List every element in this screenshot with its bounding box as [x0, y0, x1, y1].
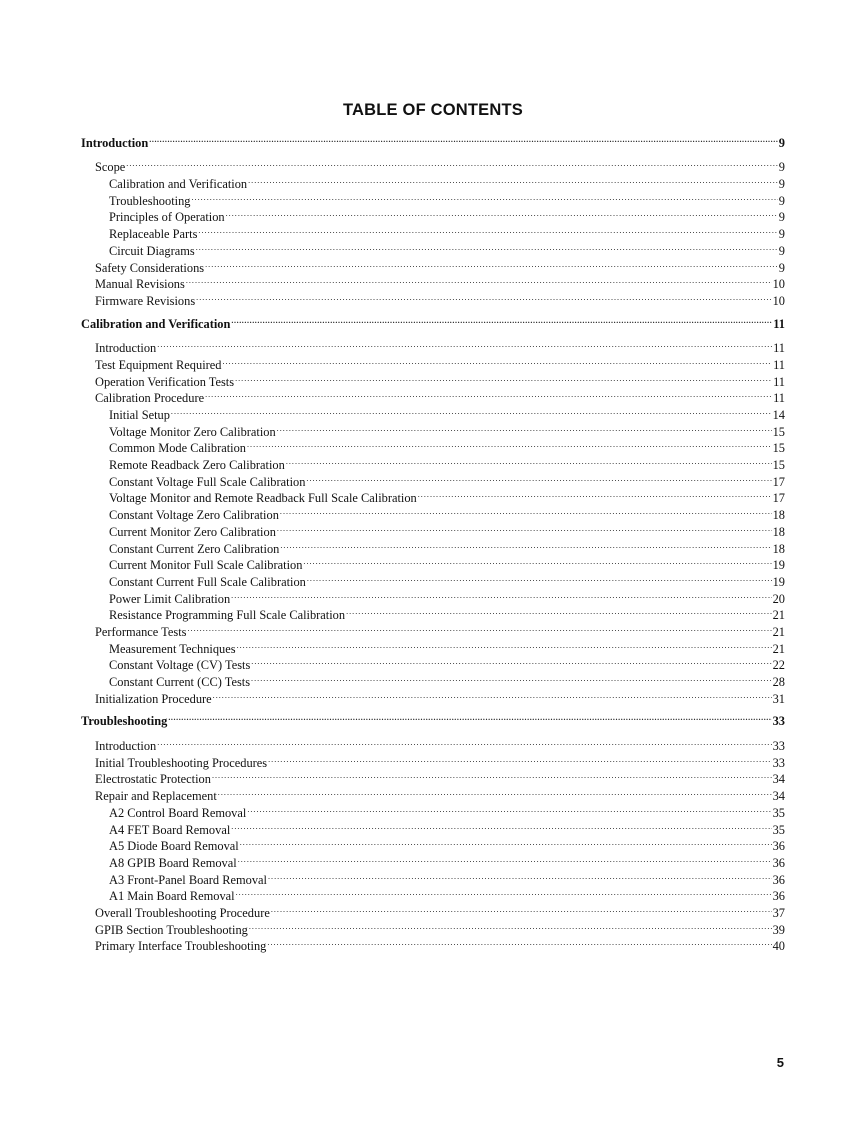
toc-entry-page: 22 [772, 658, 785, 673]
toc-entry-page: 11 [773, 357, 785, 372]
toc-entry-page: 9 [778, 210, 785, 225]
toc-entry-label: Primary Interface Troubleshooting [95, 939, 267, 954]
dot-leader [277, 519, 772, 536]
toc-entry-page: 39 [772, 922, 785, 937]
toc-entry-label: Common Mode Calibration [109, 441, 246, 456]
dot-leader [157, 336, 772, 353]
toc-entry-label: A1 Main Board Removal [109, 889, 235, 904]
dot-leader [126, 155, 778, 172]
toc-section [81, 130, 785, 308]
dot-leader [346, 603, 772, 620]
toc-entry-page: 14 [772, 408, 785, 422]
dot-leader [186, 272, 772, 289]
toc-entry-label: Principles of Operation [109, 210, 225, 225]
toc-entry-label: Initial Setup [109, 408, 170, 422]
toc-entry-label: Circuit Diagrams [109, 243, 195, 258]
toc-entry-label: Current Monitor Zero Calibration [109, 524, 276, 539]
dot-leader [306, 469, 771, 486]
toc-entry-heading[interactable] [81, 311, 785, 331]
toc-entry-page: 18 [772, 524, 785, 539]
dot-leader [168, 709, 771, 726]
dot-leader [238, 850, 772, 867]
toc-entry-page: 19 [772, 574, 785, 589]
toc-entry-page: 37 [772, 905, 785, 920]
dot-leader [247, 800, 771, 817]
dot-leader [235, 369, 772, 386]
toc-entry-label: Power Limit Calibration [109, 591, 231, 606]
toc-entry[interactable] [81, 636, 785, 656]
dot-leader [196, 238, 778, 255]
dot-leader [236, 884, 772, 901]
toc-entry[interactable] [81, 750, 785, 770]
toc-entry-page: 9 [778, 160, 785, 175]
page-number: 5 [776, 1055, 784, 1070]
toc-entry-page: 9 [778, 177, 785, 192]
toc-entry-page: 31 [772, 691, 785, 706]
toc-entry[interactable] [81, 336, 785, 356]
toc-entry-heading[interactable] [81, 130, 785, 150]
toc-entry-page: 15 [772, 424, 785, 439]
dot-leader [303, 553, 771, 570]
toc-entry-label: Safety Considerations [95, 260, 205, 275]
toc-entry-label: Constant Voltage (CV) Tests [109, 658, 251, 673]
toc-entry-page: 36 [772, 872, 785, 887]
toc-entry-page: 34 [772, 772, 785, 787]
dot-leader [198, 221, 777, 238]
toc-entry-page: 11 [773, 341, 785, 356]
toc-entry-page: 9 [778, 260, 785, 275]
toc-entry-label: Constant Current Full Scale Calibration [109, 574, 306, 589]
toc-section [81, 311, 785, 706]
toc-entry-page: 33 [772, 755, 785, 770]
dot-leader [307, 569, 772, 586]
toc-entry-label: A8 GPIB Board Removal [109, 855, 237, 870]
dot-leader [157, 733, 771, 750]
dot-leader [222, 352, 772, 369]
toc-entry-label: Introduction [81, 135, 149, 150]
toc-entry-page: 15 [772, 458, 785, 473]
toc-entry-page: 35 [772, 822, 785, 837]
toc-entry-page: 35 [772, 805, 785, 820]
toc-entry-label: Overall Troubleshooting Procedure [95, 905, 270, 920]
dot-leader [149, 130, 778, 147]
toc-entry-label: Constant Current (CC) Tests [109, 675, 251, 689]
toc-entry-label: Current Monitor Full Scale Calibration [109, 558, 303, 573]
toc-entry-label: Calibration and Verification [109, 177, 248, 192]
toc-entry-page: 9 [778, 193, 785, 208]
toc-entry-page: 15 [772, 441, 785, 456]
toc-entry-page: 40 [772, 939, 785, 954]
toc-entry[interactable] [81, 402, 785, 422]
toc-entry-page: 33 [772, 714, 785, 729]
dot-leader [247, 436, 772, 453]
toc-entry-page: 11 [773, 391, 785, 406]
toc-entry-page: 28 [772, 675, 785, 689]
toc-entry-page: 34 [772, 789, 785, 804]
toc-entry-label: Remote Readback Zero Calibration [109, 458, 285, 473]
toc-entry-label: Measurement Techniques [109, 641, 236, 656]
toc-entry-label: A3 Front-Panel Board Removal [109, 872, 267, 887]
dot-leader [205, 386, 772, 403]
page-title: TABLE OF CONTENTS [342, 101, 523, 119]
dot-leader [268, 867, 772, 884]
toc-entry-label: Initial Troubleshooting Procedures [95, 755, 268, 770]
toc-entry-label: A4 FET Board Removal [109, 822, 231, 837]
toc-entry-label: Troubleshooting [109, 193, 191, 208]
toc-entry-page: 11 [773, 316, 785, 331]
toc-entry[interactable] [81, 419, 785, 439]
dot-leader [191, 188, 777, 205]
toc-entry-label: GPIB Section Troubleshooting [95, 922, 248, 937]
toc-entry-page: 21 [772, 608, 785, 623]
dot-leader [286, 452, 772, 469]
dot-leader [231, 586, 771, 603]
toc-entry-label: Resistance Programming Full Scale Calibration [109, 608, 346, 623]
toc-entry-label: A2 Control Board Removal [109, 805, 247, 820]
dot-leader [267, 934, 771, 951]
dot-leader [249, 917, 772, 934]
toc-entry-page: 18 [772, 541, 785, 556]
toc-entry-label: A5 Diode Board Removal [109, 839, 239, 854]
toc-entry-page: 36 [772, 855, 785, 870]
toc-entry-page: 36 [772, 889, 785, 904]
dot-leader [212, 767, 772, 784]
toc-entry-label: Constant Voltage Full Scale Calibration [109, 474, 306, 489]
toc-entry-label: Replaceable Parts [109, 227, 198, 242]
toc-entry[interactable] [81, 352, 785, 372]
toc-section [81, 709, 785, 954]
toc-entry-label: Voltage Monitor and Remote Readback Full Scale Calibration [109, 491, 417, 506]
dot-leader [280, 502, 772, 519]
toc-entry-label: Performance Tests [95, 624, 187, 639]
dot-leader [418, 486, 772, 503]
toc-entry-label: Test Equipment Required [95, 357, 222, 372]
toc-entry-label: Electrostatic Protection [95, 772, 211, 787]
dot-leader [240, 834, 772, 851]
toc-entry-label: Constant Voltage Zero Calibration [109, 508, 279, 523]
toc-entry-label: Operation Verification Tests [95, 374, 235, 389]
toc-entry-page: 10 [772, 277, 785, 292]
dot-leader [237, 636, 772, 653]
dot-leader [187, 619, 771, 636]
dot-leader [251, 653, 771, 670]
dot-leader [231, 311, 772, 328]
toc-entry-page: 21 [772, 624, 785, 639]
toc-entry-label: Introduction [95, 739, 157, 754]
toc-entry-label: Introduction [95, 341, 157, 356]
dot-leader [248, 171, 778, 188]
toc-entry-page: 9 [778, 227, 785, 242]
toc-entry-page: 18 [772, 508, 785, 523]
dot-leader [196, 288, 771, 305]
toc-entry-label: Scope [95, 160, 126, 175]
toc-entry[interactable] [81, 272, 785, 292]
toc-entry-page: 11 [773, 374, 785, 389]
dot-leader [218, 783, 772, 800]
toc-entry[interactable] [81, 155, 785, 175]
toc-entry-label: Constant Current Zero Calibration [109, 541, 280, 556]
toc-entry-page: 10 [772, 293, 785, 308]
toc-entry[interactable] [81, 619, 785, 639]
dot-leader [213, 686, 772, 703]
toc-entry-page: 19 [772, 558, 785, 573]
toc-entry-page: 20 [772, 591, 785, 606]
dot-leader [231, 817, 771, 834]
dot-leader [251, 669, 772, 686]
dot-leader [171, 402, 772, 419]
table-of-contents [81, 130, 785, 954]
dot-leader [280, 536, 771, 553]
toc-entry-page: 9 [778, 135, 785, 150]
toc-entry-page: 33 [772, 739, 785, 754]
toc-entry[interactable] [81, 733, 785, 754]
toc-entry-label: Troubleshooting [81, 714, 168, 729]
toc-entry-label: Calibration Procedure [95, 391, 205, 406]
toc-entry[interactable] [81, 288, 785, 308]
toc-entry-page: 17 [772, 491, 785, 506]
toc-entry-label: Voltage Monitor Zero Calibration [109, 424, 276, 439]
dot-leader [205, 255, 778, 272]
dot-leader [226, 205, 778, 222]
dot-leader [268, 750, 772, 767]
toc-entry-label: Calibration and Verification [81, 316, 231, 331]
toc-entry-page: 17 [772, 474, 785, 489]
toc-entry-page: 36 [772, 839, 785, 854]
toc-entry-label: Firmware Revisions [95, 293, 196, 308]
toc-entry-label: Repair and Replacement [95, 789, 217, 804]
dot-leader [277, 419, 772, 436]
toc-entry[interactable] [81, 171, 785, 192]
dot-leader [271, 900, 772, 917]
toc-entry-heading[interactable] [81, 709, 785, 729]
toc-entry-page: 21 [772, 641, 785, 656]
toc-entry-label: Manual Revisions [95, 277, 185, 292]
toc-entry-page: 9 [778, 243, 785, 258]
toc-entry-label: Initialization Procedure [95, 691, 212, 706]
